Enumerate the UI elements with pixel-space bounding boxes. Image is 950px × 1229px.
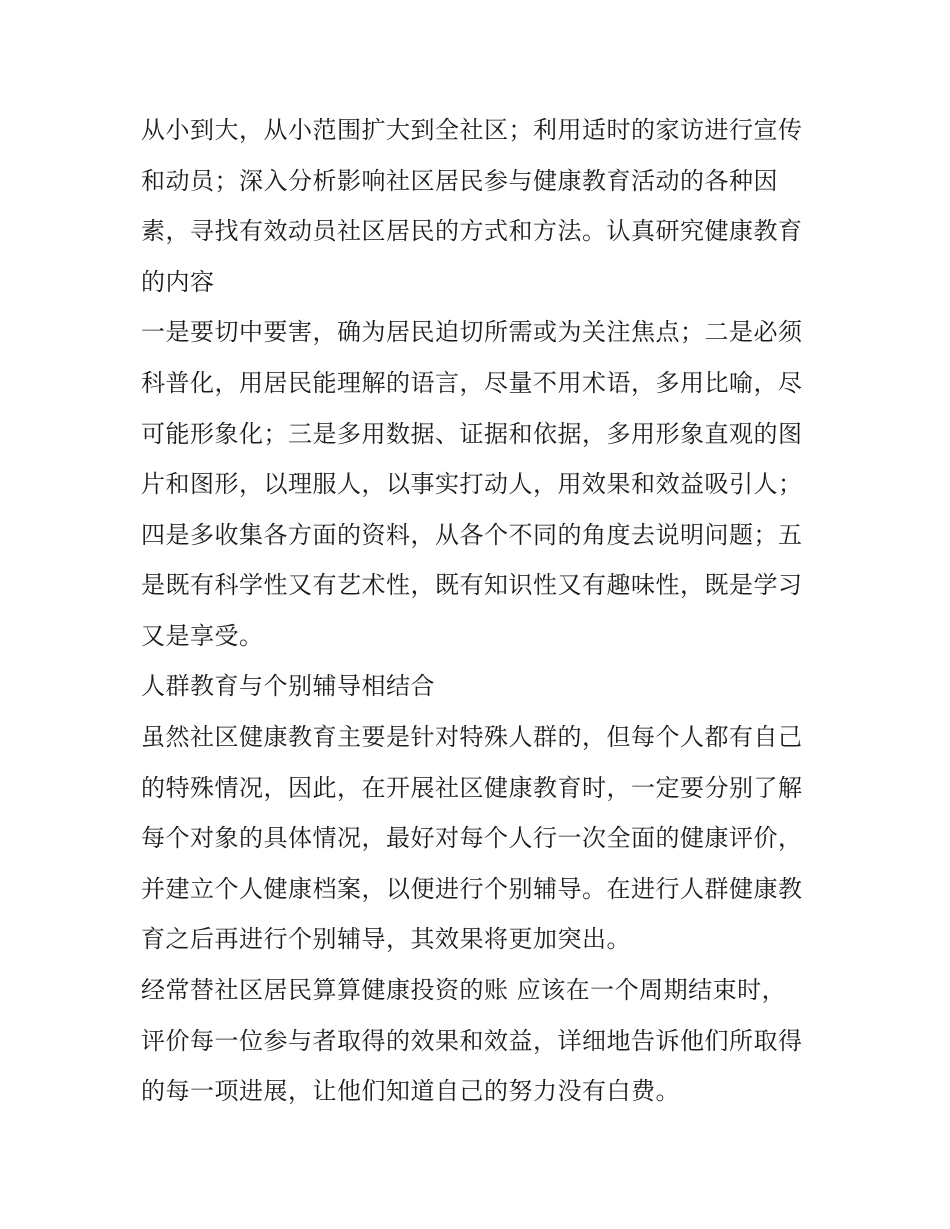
text-line: 又是享受。 <box>141 622 264 650</box>
text-line: 科普化，用居民能理解的语言，尽量不用术语，多用比喻，尽 <box>141 369 803 397</box>
text-line: 片和图形，以理服人，以事实打动人，用效果和效益吸引人； <box>141 470 803 498</box>
text-line: 四是多收集各方面的资料，从各个不同的角度去说明问题；五 <box>141 521 803 549</box>
text-line: 是既有科学性又有艺术性，既有知识性又有趣味性，既是学习 <box>141 571 803 599</box>
text-line: 经常替社区居民算算健康投资的账 应该在一个周期结束时， <box>141 976 787 1004</box>
text-line: 育之后再进行个别辅导，其效果将更加突出。 <box>141 925 631 953</box>
text-line: 一是要切中要害，确为居民迫切所需或为关注焦点；二是必须 <box>141 318 803 346</box>
text-line: 并建立个人健康档案，以便进行个别辅导。在进行人群健康教 <box>141 875 803 903</box>
text-line: 的特殊情况，因此，在开展社区健康教育时，一定要分别了解 <box>141 774 803 802</box>
text-line: 素，寻找有效动员社区居民的方式和方法。认真研究健康教育 <box>141 217 803 245</box>
text-line: 评价每一位参与者取得的效果和效益，详细地告诉他们所取得 <box>141 1027 803 1055</box>
text-line: 和动员；深入分析影响社区居民参与健康教育活动的各种因 <box>141 167 778 195</box>
text-line: 的内容 <box>141 268 215 296</box>
text-line: 虽然社区健康教育主要是针对特殊人群的，但每个人都有自己 <box>141 723 803 751</box>
text-line: 每个对象的具体情况，最好对每个人行一次全面的健康评价， <box>141 824 803 852</box>
section-heading: 人群教育与个别辅导相结合 <box>141 672 435 700</box>
text-line: 的每一项进展，让他们知道自己的努力没有白费。 <box>141 1077 680 1105</box>
text-line: 可能形象化；三是多用数据、证据和依据，多用形象直观的图 <box>141 420 803 448</box>
text-line: 从小到大，从小范围扩大到全社区；利用适时的家访进行宣传 <box>141 116 803 144</box>
